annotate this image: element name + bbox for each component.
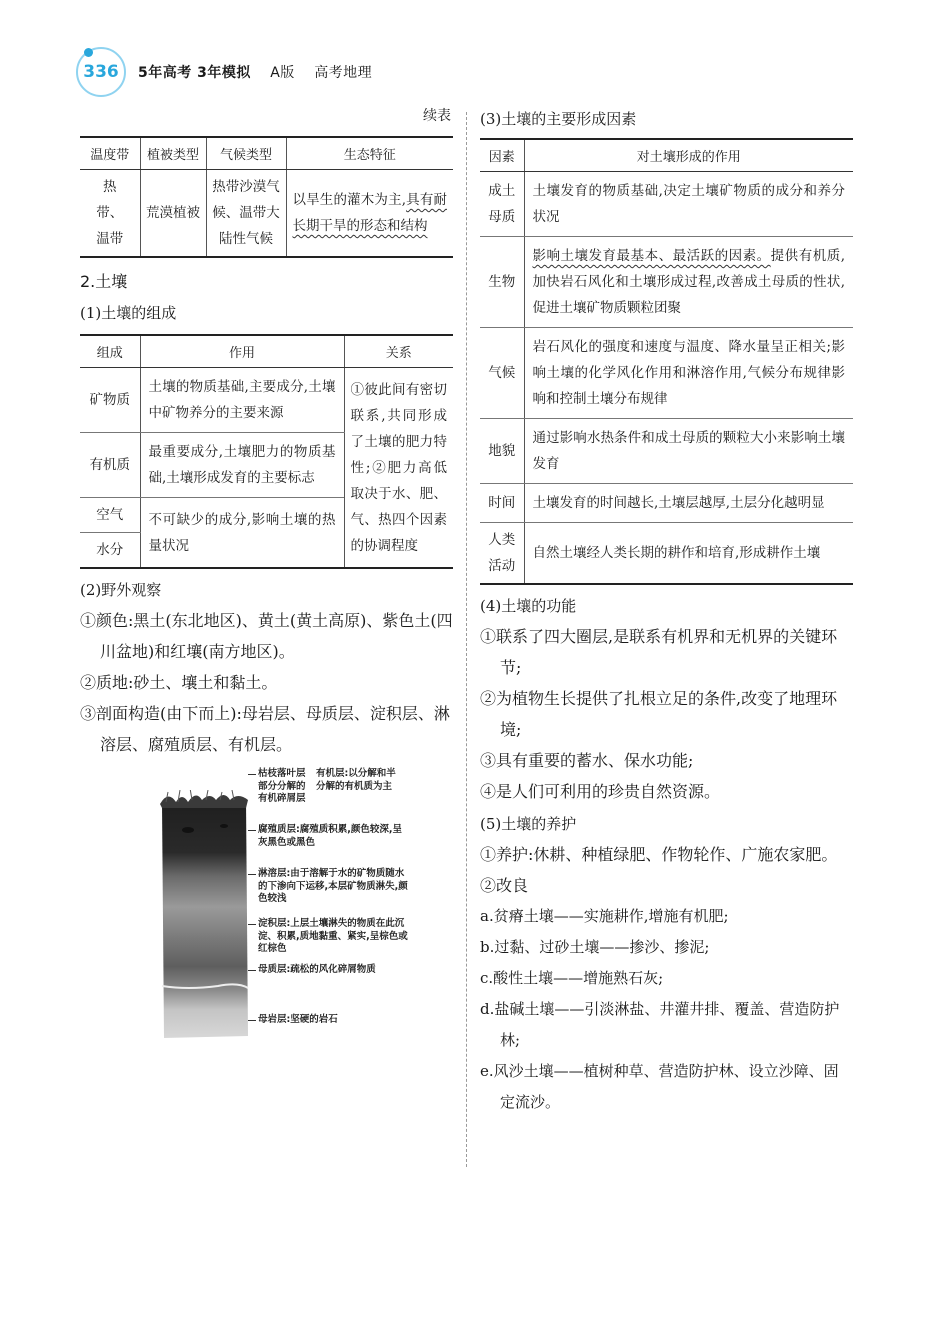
page-header [76, 46, 386, 98]
function-item: ①联系了四大圈层,是联系有机界和无机界的关键环节; [480, 627, 838, 677]
th-role: 作用 [140, 335, 344, 368]
label-humus: 腐殖质层:腐殖质积累,颜色较深,呈灰黑色或黑色 [258, 824, 408, 849]
cell-zone: 热带、温带 [96, 179, 124, 247]
comp-role: 最重要成分,土壤肥力的物质基础,土壤形成发育的主要标志 [140, 433, 344, 498]
subsection-soil-care: (5)土壤的养护 [480, 815, 577, 833]
section-title-soil: 2.土壤 [80, 272, 128, 291]
care-item: ②改良 [480, 876, 529, 895]
continued-label: 续表 [423, 108, 451, 124]
improve-item: d.盐碱土壤——引淡淋盐、井灌井排、覆盖、营造防护林; [480, 1000, 840, 1049]
th-factor: 因素 [480, 139, 524, 172]
improve-item: b.过黏、过砂土壤——掺沙、掺泥; [480, 938, 710, 956]
improve-item: c.酸性土壤——增施熟石灰; [480, 969, 664, 987]
cell-vegetation: 荒漠植被 [140, 170, 206, 258]
label-litter: 枯枝落叶层 [258, 768, 306, 779]
obs-item: ③剖面构造(由下而上):母岩层、母质层、淀积层、淋溶层、腐殖质层、有机层。 [80, 704, 450, 754]
factor-effect: 通过影响水热条件和成土母质的颗粒大小来影响土壤发育 [524, 419, 853, 484]
comp-role: 不可缺少的成分,影响土壤的热量状况 [140, 498, 344, 569]
obs-item: ②质地:砂土、壤土和黏土。 [80, 673, 278, 692]
function-item: ④是人们可利用的珍贵自然资源。 [480, 782, 721, 801]
th-feature: 生态特征 [286, 137, 453, 170]
subsection-composition: (1)土壤的组成 [80, 304, 177, 322]
comp-name: 空气 [80, 498, 140, 533]
edition-label: A版 [270, 65, 295, 81]
column-divider [466, 112, 467, 1167]
label-bedrock: 母岩层:坚硬的岩石 [258, 1014, 408, 1027]
factor-name: 气候 [480, 328, 524, 419]
care-item: ①养护:休耕、种植绿肥、作物轮作、广施农家肥。 [480, 845, 838, 864]
soil-profile-image [158, 790, 250, 1038]
comp-name: 有机质 [80, 433, 140, 498]
feature-emphasis: 具有耐长期干旱的形态和结构 [292, 192, 447, 234]
factor-effect: 自然土壤经人类长期的耕作和培育,形成耕作土壤 [524, 523, 853, 585]
cell-climate: 热带沙漠气候、温带大陆性气候 [206, 170, 286, 258]
book-title [138, 62, 386, 82]
factor-effect: 岩石风化的强度和速度与温度、降水量呈正相关;影响土壤的化学风化作用和淋溶作用,气候分布规律影响和控制土壤分布规律 [524, 328, 853, 419]
cell-feature [286, 170, 453, 258]
factor-name: 生物 [480, 237, 524, 328]
factor-effect: 土壤发育的时间越长,土壤层越厚,土层分化越明显 [524, 484, 853, 523]
function-item: ③具有重要的蓄水、保水功能; [480, 751, 694, 770]
th-climate: 气候类型 [206, 137, 286, 170]
th-zone: 温度带 [80, 137, 140, 170]
composition-table [80, 334, 453, 569]
label-organic-desc: 有机层:以分解和半分解的有机质为主 [316, 768, 396, 792]
factor-effect: 土壤发育的物质基础,决定土壤矿物质的成分和养分状况 [524, 172, 853, 237]
factor-name: 人类活动 [488, 532, 516, 574]
th-vegetation: 植被类型 [140, 137, 206, 170]
label-illuvial: 淀积层:上层土壤淋失的物质在此沉淀、积累,质地黏重、紧实,呈棕色或红棕色 [258, 918, 408, 954]
label-organic [258, 768, 408, 806]
comp-relation: ①彼此间有密切联系,共同形成了土壤的肥力特性;②肥力高低取决于水、肥、气、热四个因素的协调程度 [344, 368, 453, 569]
right-column [480, 104, 853, 1118]
subsection-field-observation: (2)野外观察 [80, 581, 162, 599]
vegetation-table [80, 136, 453, 258]
factor-effect-emphasis: 影响土壤发育最基本、最活跃的因素。 [532, 248, 771, 264]
comp-role: 土壤的物质基础,主要成分,土壤中矿物养分的主要来源 [140, 368, 344, 433]
label-detritus: 有机碎屑层 [258, 793, 306, 804]
series-name: 5年高考 3年模拟 [138, 65, 251, 81]
factor-effect-text: 提供有机质,加快岩石风化和土壤形成过程,改善成土母质的性状,促进土壤矿物质颗粒团聚 [532, 248, 846, 316]
label-parent-material: 母质层:疏松的风化碎屑物质 [258, 964, 408, 977]
page-number: 336 [83, 62, 119, 82]
factor-effect [524, 237, 853, 328]
factor-name: 成土母质 [480, 172, 524, 237]
page-number-badge [76, 47, 126, 97]
th-effect: 对土壤形成的作用 [524, 139, 853, 172]
factor-name: 时间 [480, 484, 524, 523]
improve-item: e.风沙土壤——植树种草、营造防护林、设立沙障、固定流沙。 [480, 1062, 839, 1111]
comp-name: 水分 [96, 542, 124, 558]
soil-profile-figure [148, 768, 408, 1048]
obs-item: ①颜色:黑土(东北地区)、黄土(黄土高原)、紫色土(四川盆地)和红壤(南方地区)。 [80, 611, 453, 661]
function-item: ②为植物生长提供了扎根立足的条件,改变了地理环境; [480, 689, 838, 739]
label-partial: 部分分解的 [258, 780, 306, 792]
subsection-functions: (4)土壤的功能 [480, 597, 577, 615]
th-relation: 关系 [344, 335, 453, 368]
subject-label: 高考地理 [314, 65, 373, 81]
feature-plain: 以旱生的灌木为主, [292, 192, 407, 208]
factor-name: 地貌 [480, 419, 524, 484]
improve-item: a.贫瘠土壤——实施耕作,增施有机肥; [480, 907, 729, 925]
subsection-formation-factors: (3)土壤的主要形成因素 [480, 110, 637, 128]
label-eluvial: 淋溶层:由于溶解于水的矿物质随水的下渗向下运移,本层矿物质淋失,颜色较浅 [258, 868, 408, 904]
comp-name: 矿物质 [80, 368, 140, 433]
left-column [80, 104, 453, 1048]
th-component: 组成 [80, 335, 140, 368]
factor-table [480, 138, 853, 585]
